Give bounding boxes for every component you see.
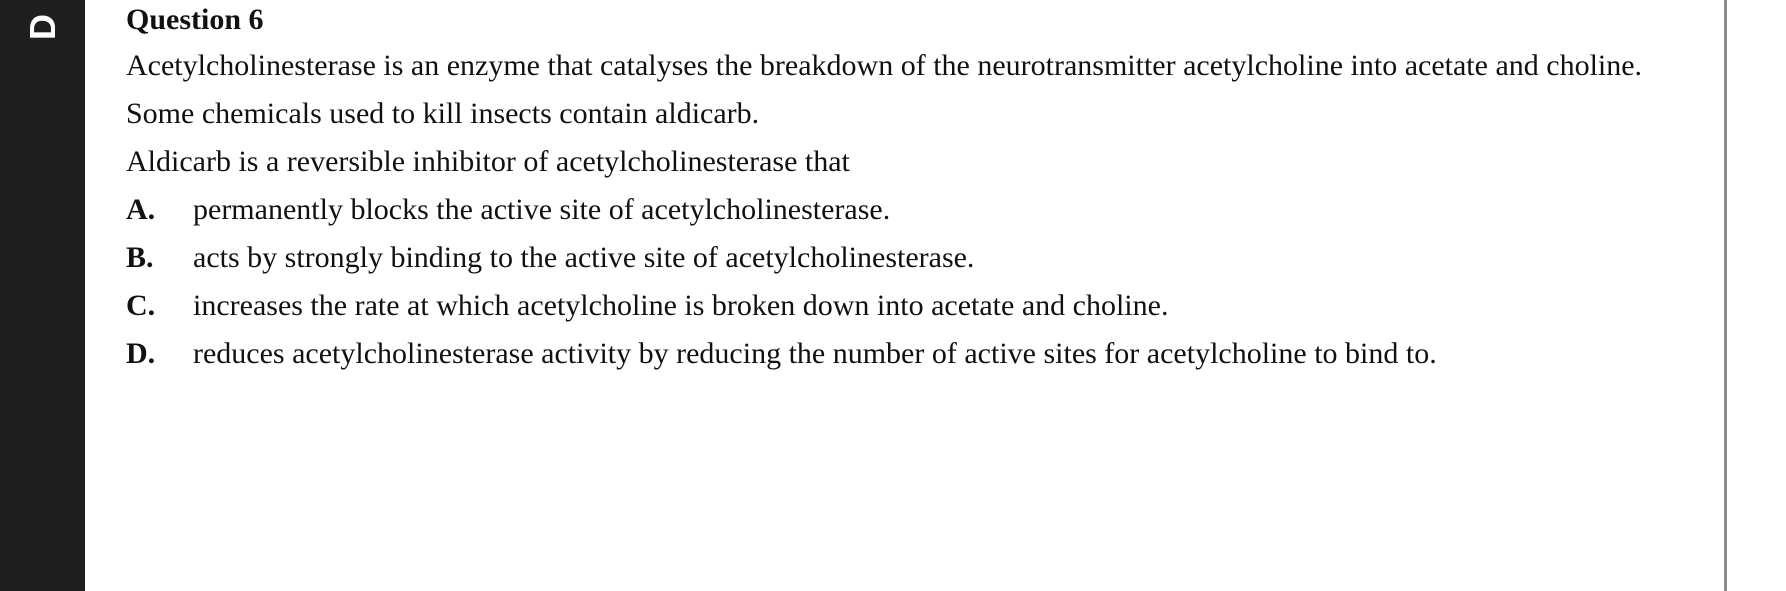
- question-paragraph-2: Some chemicals used to kill insects contain aldicarb.: [126, 97, 760, 130]
- option-letter: D.: [126, 337, 156, 370]
- question-paragraph-1: Acetylcholinesterase is an enzyme that catalyses the breakdown of the neurotransmitter acetylcholine into acetate and choline.: [126, 49, 1643, 82]
- option-letter: B.: [126, 241, 154, 274]
- right-border-rule: [1724, 0, 1727, 591]
- option-letter: A.: [126, 193, 156, 226]
- option-text: acts by strongly binding to the active site of acetylcholinesterase.: [193, 241, 975, 274]
- option-text: increases the rate at which acetylcholine is broken down into acetate and choline.: [193, 289, 1169, 322]
- question-stem: Aldicarb is a reversible inhibitor of acetylcholinesterase that: [126, 145, 850, 178]
- answer-option-b[interactable]: [126, 238, 1686, 278]
- question-block: [126, 0, 1686, 382]
- side-tab-bar: [0, 0, 85, 591]
- side-tab-letter: D: [22, 14, 63, 40]
- option-text: reduces acetylcholinesterase activity by reducing the number of active sites for acetylcholine to bind to.: [193, 337, 1437, 370]
- question-title: Question 6: [126, 3, 264, 36]
- option-letter: C.: [126, 289, 156, 322]
- answer-option-c[interactable]: [126, 286, 1686, 326]
- option-text: permanently blocks the active site of acetylcholinesterase.: [193, 193, 891, 226]
- answer-option-a[interactable]: [126, 190, 1686, 230]
- answer-options: [126, 190, 1686, 374]
- answer-option-d[interactable]: [126, 334, 1686, 374]
